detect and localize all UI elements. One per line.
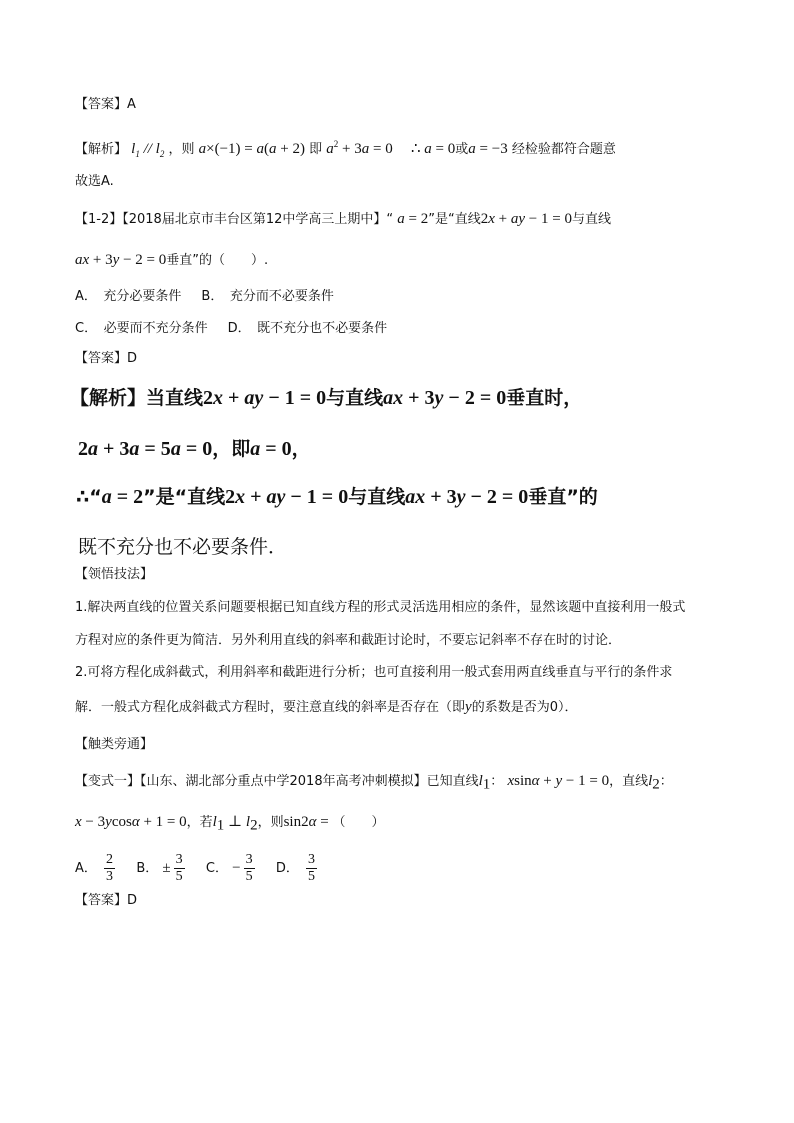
- answer-line-3: 【答案】D: [75, 893, 138, 908]
- math-eq1: a: [198, 141, 207, 157]
- variant-options: A． $\frac{2}{3}$ B． ± $\frac{3}{5}$ C． − $\frac{3}{5}$ D． $\frac{3}{5}$: [75, 852, 316, 884]
- variant-line-1: 【变式一】【山东、湖北部分重点中学2018年高考冲刺模拟】已知直线$l_1$： xsinα + y − 1 = 0，直线$l_2$：: [75, 773, 673, 793]
- question-source: 【2018届北京市丰台区第12中学高三上期中】: [122, 212, 387, 227]
- analysis-line-1: 【解析】 $l_1 // l_2$ ，则 a×(−1) = a(a + 2) 即 $a^2 + 3a = 0$ ∴ a = 0或a = −3 经检验都符合题意: [75, 139, 616, 159]
- question-1-2-line-1: 【1-2】【2018届北京市丰台区第12中学高三上期中】“ a = 2”是“直线2x + ay − 1 = 0与直线: [75, 211, 611, 227]
- analysis-2-line-4: 既不充分也不必要条件．: [78, 536, 288, 558]
- option-a: A． 充分必要条件: [75, 289, 182, 304]
- math-parallel: $l_1 // l_2$: [131, 141, 165, 159]
- analysis-label: 【解析】: [75, 142, 128, 157]
- fraction-d: $\frac{3}{5}$: [308, 852, 316, 884]
- options-row-1: [75, 287, 334, 307]
- method-p1a: 1.解决两直线的位置关系问题要根据已知直线方程的形式灵活选用相应的条件，显然该题中直接利用一般式: [75, 600, 686, 615]
- variant-option-a: A．: [75, 861, 97, 876]
- question-1-2-line-2: ax + 3y − 2 = 0垂直”的（ ）.: [75, 252, 269, 268]
- analysis-2-line-1: 【解析】当直线2x + ay − 1 = 0与直线ax + 3y − 2 = 0垂直时，: [70, 387, 583, 409]
- analysis-2-line-2: 2a + 3a = 5a = 0，即a = 0，: [78, 438, 311, 460]
- answer-label: 【答案】: [75, 97, 128, 112]
- fraction-b: $\frac{3}{5}$: [175, 852, 183, 884]
- variant-option-c: C．: [205, 861, 228, 876]
- math-eq2: a: [326, 141, 334, 157]
- fraction-a: $\frac{2}{3}$: [106, 852, 114, 884]
- option-c: C． 必要而不充分条件: [75, 321, 208, 336]
- variant-option-b: B．: [136, 861, 159, 876]
- choose-line: 故选A.: [75, 174, 114, 189]
- option-d: D． 既不充分也不必要条件: [227, 321, 388, 336]
- fraction-c: $\frac{3}{5}$: [245, 852, 253, 884]
- method-p2b: 解．一般式方程化成斜截式方程时，要注意直线的斜率是否存在（即y的系数是否为0）．: [75, 699, 578, 715]
- analysis-2-line-3: ∴“a = 2”是“直线2x + ay − 1 = 0与直线ax + 3y − 2 = 0垂直”的: [76, 486, 598, 508]
- variant-source: 【山东、湖北部分重点中学2018年高考冲刺模拟】: [140, 774, 427, 789]
- section-method: 【领悟技法】: [75, 567, 154, 582]
- section-practice: 【触类旁通】: [75, 737, 154, 752]
- answer-value: A: [127, 97, 136, 112]
- method-p1b: 方程对应的条件更为简洁．另外利用直线的斜率和截距讨论时，不要忘记斜率不存在时的讨论．: [75, 633, 622, 648]
- math-eq3: ∴: [411, 141, 425, 157]
- options-row-2: [75, 319, 387, 339]
- answer-line-2: 【答案】D: [75, 351, 138, 366]
- method-p2a: 2.可将方程化成斜截式，利用斜率和截距进行分析；也可直接利用一般式套用两直线垂直与平行的条件求: [75, 665, 673, 680]
- variant-line-2: x − 3ycosα + 1 = 0，若$l_1$ ⊥ $l_2$，则sin2α = （ ）: [75, 814, 385, 834]
- answer-line-1: [75, 95, 136, 115]
- variant-option-d: D．: [275, 861, 299, 876]
- option-b: B． 充分而不必要条件: [201, 289, 334, 304]
